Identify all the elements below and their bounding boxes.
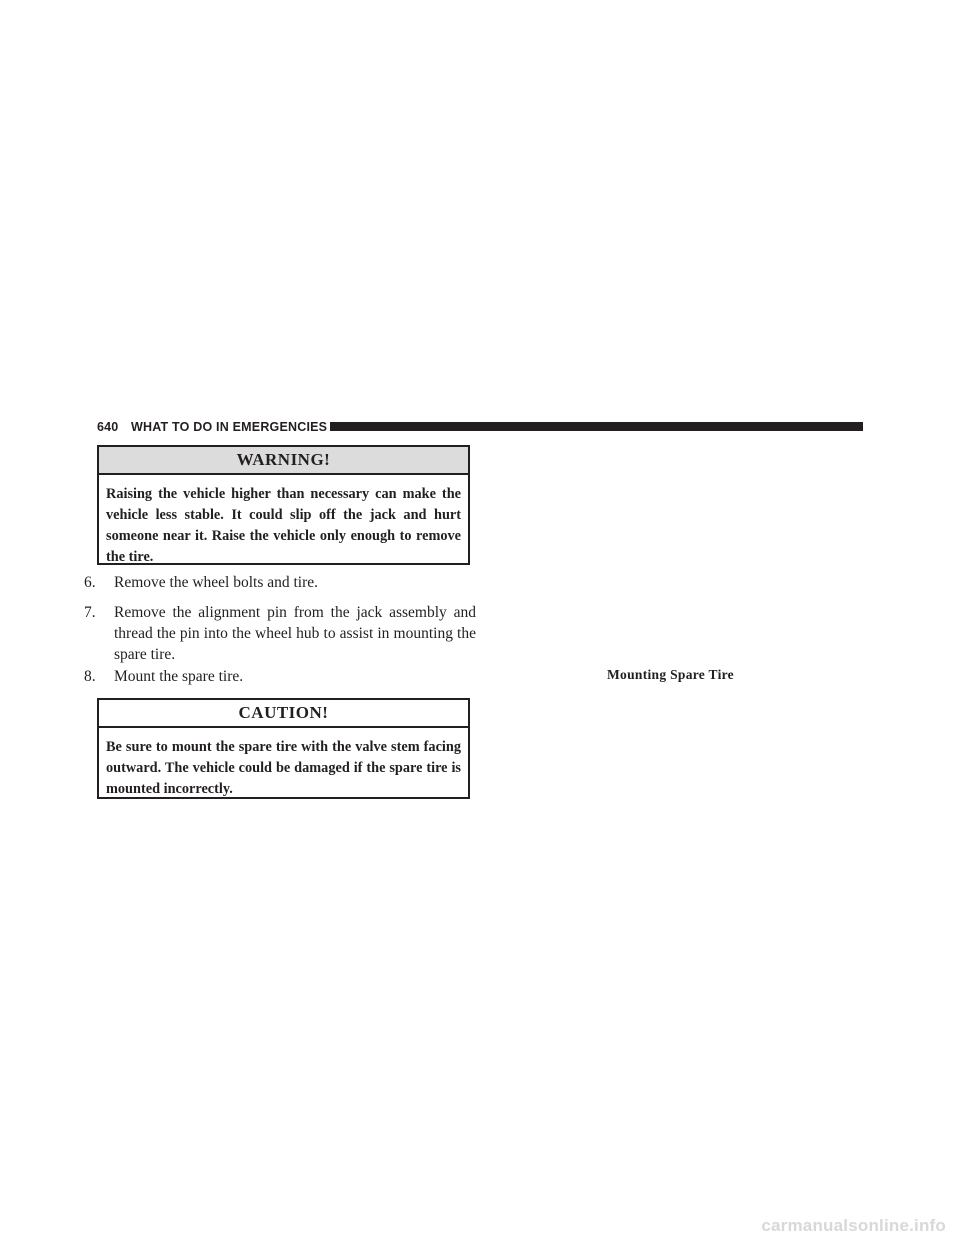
step-8 — [84, 666, 476, 687]
step-text: Mount the spare tire. — [114, 668, 244, 685]
step-number: 6. — [84, 574, 96, 591]
step-text: Remove the alignment pin from the jack assembly and thread the pin into the wheel hub to assist in mounting the spare tire. — [114, 604, 476, 663]
step-6 — [84, 572, 476, 593]
figure-caption: Mounting Spare Tire — [607, 667, 734, 682]
step-7 — [84, 602, 476, 665]
page-number: 640 — [97, 420, 119, 434]
warning-title: WARNING! — [99, 447, 468, 475]
caution-title: CAUTION! — [99, 700, 468, 728]
step-text: Remove the wheel bolts and tire. — [114, 574, 319, 591]
warning-box — [97, 445, 470, 565]
caution-box — [97, 698, 470, 799]
warning-text: Raising the vehicle higher than necessary can make the vehicle less stable. It could slip off the jack and hurt someone near it. Raise the vehicle only enough to remove the tire. — [106, 486, 461, 565]
page-header — [97, 418, 863, 436]
section-title: WHAT TO DO IN EMERGENCIES — [131, 420, 328, 434]
step-number: 7. — [84, 604, 96, 621]
watermark: carmanualsonline.info — [761, 1216, 946, 1235]
caution-text: Be sure to mount the spare tire with the valve stem facing outward. The vehicle could be damaged if the spare tire is mounted incorrectly. — [106, 739, 461, 797]
header-rule — [330, 422, 863, 431]
step-number: 8. — [84, 668, 96, 685]
